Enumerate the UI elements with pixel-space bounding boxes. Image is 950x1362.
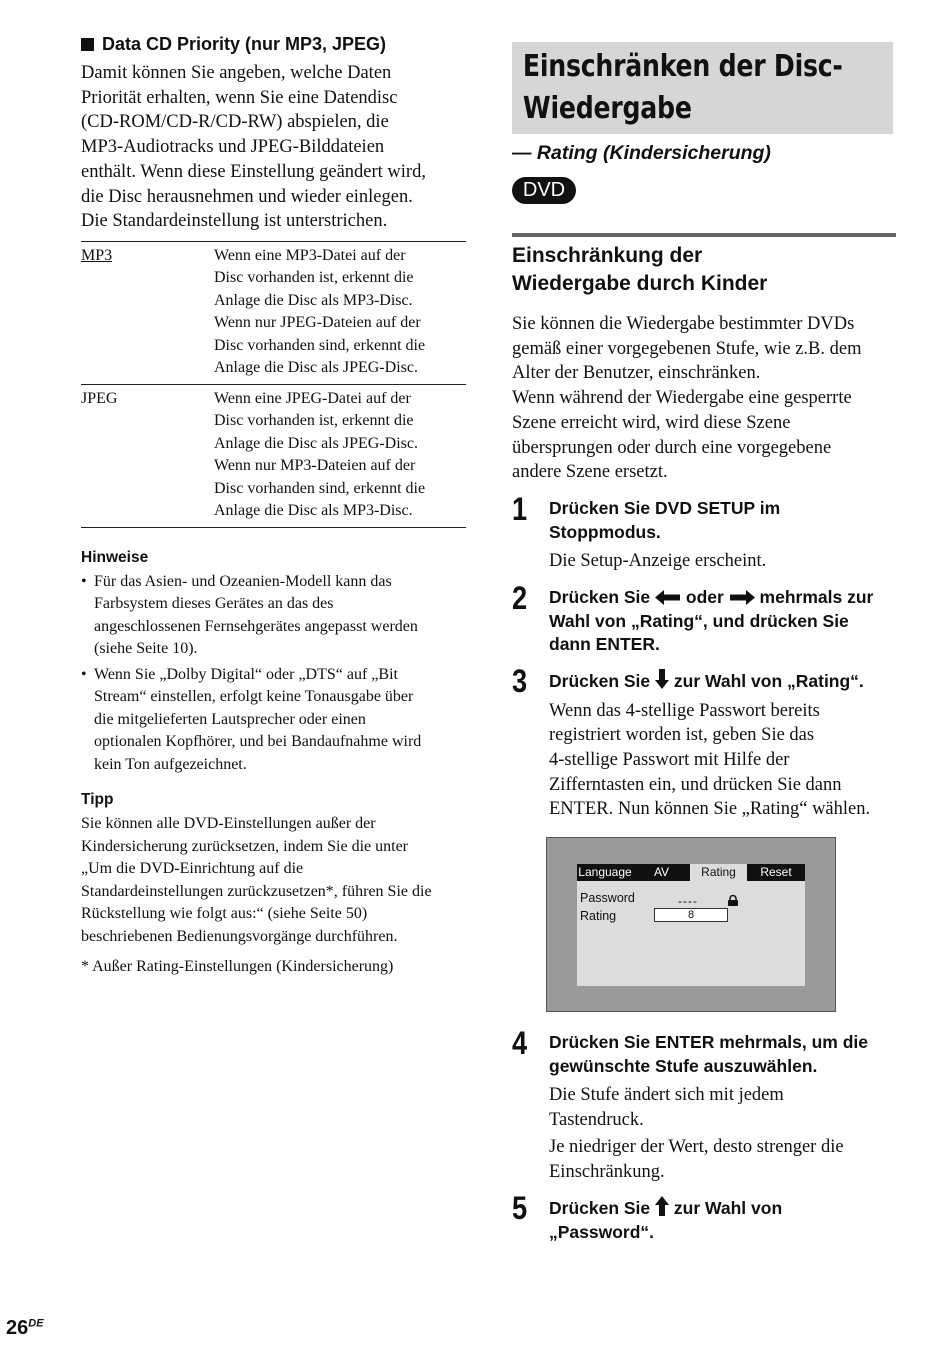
option-line: Wenn eine JPEG-Datei auf der <box>214 389 411 407</box>
option-line: Disc vorhanden ist, erkennt die <box>214 269 414 287</box>
option-row-jpeg <box>81 384 466 527</box>
step-number: 3 <box>512 663 528 699</box>
step-title-line: „Password“. <box>549 1221 655 1242</box>
step-title-line: gewünschte Stufe auszuwählen. <box>549 1055 818 1076</box>
paragraph-line: MP3-Audiotracks und JPEG-Bilddateien <box>81 137 385 158</box>
step-5 <box>512 1190 902 1244</box>
title-box <box>512 42 893 134</box>
step-number: 4 <box>512 1025 528 1061</box>
step-text-line: Zifferntasten ein, und drücken Sie dann <box>549 774 842 795</box>
tab-rating[interactable]: Rating <box>690 864 747 881</box>
note-line: Farbsystem dieses Gerätes an das des <box>94 595 334 613</box>
tab-reset[interactable]: Reset <box>760 865 792 879</box>
right-arrow-icon <box>729 590 755 605</box>
intro-line: Wenn während der Wiedergabe eine gesperrte <box>512 388 852 409</box>
step-title-line: Stoppmodus. <box>549 521 661 542</box>
paragraph-line: Die Standardeinstellung ist unterstrichen. <box>81 211 388 232</box>
step-title-line: Drücken Sie ENTER mehrmals, um die <box>549 1032 868 1052</box>
step-number: 5 <box>512 1190 528 1226</box>
step-text-line: 4-stellige Passwort mit Hilfe der <box>549 749 790 770</box>
step-text-line: Einschränkung. <box>549 1162 665 1183</box>
tab-av[interactable]: AV <box>653 865 670 879</box>
step-title-line: Wahl von „Rating“, und drücken Sie <box>549 610 849 631</box>
paragraph-line: (CD-ROM/CD-R/CD-RW) abspielen, die <box>81 112 389 133</box>
step-text-line: Wenn das 4-stellige Passwort bereits <box>549 700 820 721</box>
note-line: (siehe Seite 10). <box>94 640 198 658</box>
down-arrow-icon <box>655 669 669 689</box>
step-title-part: mehrmals zur <box>754 587 874 607</box>
option-description <box>214 245 425 380</box>
subheading-line: Wiedergabe durch Kinder <box>512 272 768 295</box>
step-title-line <box>549 669 902 694</box>
step-text-line: registriert worden ist, geben Sie das <box>549 725 815 746</box>
notes-heading: Hinweise <box>81 548 149 566</box>
intro-paragraph <box>512 312 862 485</box>
setup-screen <box>546 837 836 1012</box>
subsection-heading <box>512 242 767 298</box>
note-line: • Für das Asien- und Ozeanien-Modell kann das <box>94 572 392 590</box>
intro-line: gemäß einer vorgegebenen Stufe, wie z.B. dem <box>512 338 862 359</box>
option-line: Disc vorhanden ist, erkennt die <box>214 412 414 430</box>
note-line: angeschlossenen Fernsehgerätes angepasst werden <box>94 617 418 635</box>
note-line: kein Ton aufgezeichnet. <box>94 755 247 773</box>
footnote: * Außer Rating-Einstellungen (Kindersicherung) <box>81 958 394 976</box>
step-4 <box>512 1025 902 1185</box>
step-title-part: Drücken Sie <box>549 587 656 607</box>
step-title-part: zur Wahl von „Rating“. <box>669 671 864 691</box>
up-arrow-icon <box>655 1196 669 1216</box>
option-line: Anlage die Disc als JPEG-Disc. <box>214 359 418 377</box>
paragraph-line: Damit können Sie angeben, welche Daten <box>81 63 392 83</box>
tip-line: Sie können alle DVD-Einstellungen außer der <box>81 815 376 833</box>
page-number <box>6 1317 44 1340</box>
note-line: optionalen Kopfhörer, und bei Bandaufnahme wird <box>94 733 422 751</box>
intro-line: Alter der Benutzer, einschränken. <box>512 363 761 384</box>
section-heading <box>81 32 466 56</box>
note-line: die mitgelieferten Lautsprecher oder einen <box>94 710 366 728</box>
step-1 <box>512 491 902 574</box>
page-number-suffix: DE <box>28 1317 44 1330</box>
left-column <box>81 32 466 979</box>
list-item <box>81 571 466 661</box>
option-row-mp3 <box>81 242 466 384</box>
subtitle: — Rating (Kindersicherung) <box>512 142 771 164</box>
option-line: Wenn nur JPEG-Dateien auf der <box>214 314 421 332</box>
setup-tabs <box>577 864 805 881</box>
step-text-line: ENTER. Nun können Sie „Rating“ wählen. <box>549 799 871 820</box>
step-title-part: Drücken Sie <box>549 671 656 691</box>
title-line: Einschränken der Disc- <box>522 49 843 84</box>
paragraph-line: die Disc herausnehmen und wieder einlegen. <box>81 186 413 207</box>
option-line: Disc vorhanden sind, erkennt die <box>214 336 426 354</box>
step-number: 1 <box>512 491 528 527</box>
tip-line: Standardeinstellungen zurückzusetzen*, führen Sie die <box>81 882 432 900</box>
intro-line: andere Szene ersetzt. <box>512 462 668 483</box>
option-key: JPEG <box>81 389 118 407</box>
page-number-value: 26 <box>6 1317 29 1339</box>
step-3 <box>512 663 902 822</box>
password-value: ---- <box>678 894 698 908</box>
tip-line: „Um die DVD-Einrichtung auf die <box>81 860 304 878</box>
subheading-line: Einschränkung der <box>512 244 703 267</box>
left-arrow-icon <box>655 590 681 605</box>
password-label: Password <box>580 891 635 905</box>
step-title-line <box>549 586 902 610</box>
black-square-icon <box>81 38 94 51</box>
options-table <box>81 241 466 528</box>
option-description <box>214 388 425 523</box>
option-key: MP3 <box>81 246 113 264</box>
step-text-line: Die Setup-Anzeige erscheint. <box>549 551 767 571</box>
step-title-line <box>549 1196 902 1221</box>
step-title <box>549 497 902 544</box>
dvd-badge: DVD <box>512 177 576 204</box>
list-item <box>81 664 466 777</box>
option-line: Anlage die Disc als MP3-Disc. <box>214 291 413 309</box>
step-text-line: Je niedriger der Wert, desto strenger die <box>549 1137 844 1158</box>
step-text-line: Die Stufe ändert sich mit jedem <box>549 1085 784 1105</box>
option-line: Wenn eine MP3-Datei auf der <box>214 246 406 264</box>
paragraph-line: enthält. Wenn diese Einstellung geändert wird, <box>81 161 426 182</box>
rating-field[interactable]: 8 <box>654 908 728 922</box>
step-text <box>549 549 902 574</box>
option-line: Anlage die Disc als MP3-Disc. <box>214 502 413 520</box>
step-text-line: Tastendruck. <box>549 1109 644 1130</box>
section-heading-text: Data CD Priority (nur MP3, JPEG) <box>102 34 387 54</box>
step-title <box>549 1196 902 1244</box>
title-line: Wiedergabe <box>522 91 692 126</box>
step-title <box>549 1031 902 1078</box>
tip-line: Kindersicherung zurücksetzen, indem Sie die unter <box>81 837 408 855</box>
option-line: Anlage die Disc als JPEG-Disc. <box>214 434 418 452</box>
step-title-line: dann ENTER. <box>549 634 660 654</box>
page-title <box>512 42 843 130</box>
tab-language[interactable]: Language <box>578 865 632 879</box>
option-line: Disc vorhanden sind, erkennt die <box>214 479 426 497</box>
tip-line: Rückstellung wie folgt aus:“ (siehe Seite 50) <box>81 905 368 923</box>
tip-line: beschriebenen Bedienungsvorgänge durchführen. <box>81 927 398 945</box>
note-line: • Wenn Sie „Dolby Digital“ oder „DTS“ auf „Bit <box>94 665 398 683</box>
notes-list <box>81 571 466 777</box>
step-text <box>549 1135 902 1184</box>
step-title-part: oder <box>681 587 729 607</box>
paragraph-line: Priorität erhalten, wenn Sie eine Datendisc <box>81 87 398 108</box>
tip-text <box>81 813 466 948</box>
step-title-part: Drücken Sie <box>549 1198 656 1218</box>
intro-line: Szene erreicht wird, wird diese Szene <box>512 412 791 433</box>
option-line: Wenn nur MP3-Dateien auf der <box>214 457 416 475</box>
tip-heading: Tipp <box>81 791 114 809</box>
step-2 <box>512 580 902 657</box>
lock-icon <box>727 895 739 906</box>
divider <box>512 233 896 237</box>
step-text <box>549 699 902 823</box>
intro-line: Sie können die Wiedergabe bestimmter DVDs <box>512 314 855 334</box>
step-number: 2 <box>512 580 528 616</box>
setup-panel <box>577 864 805 986</box>
note-line: Stream“ einstellen, erfolgt keine Tonausgabe über <box>94 688 414 706</box>
step-title <box>549 586 902 657</box>
step-title <box>549 669 902 694</box>
rating-label: Rating <box>580 909 617 923</box>
section-paragraph <box>81 61 466 234</box>
intro-line: übersprungen oder durch eine vorgegebene <box>512 437 832 458</box>
step-text <box>549 1083 902 1132</box>
step-title-line: Drücken Sie DVD SETUP im <box>549 498 781 518</box>
step-title-part: zur Wahl von <box>669 1198 783 1218</box>
